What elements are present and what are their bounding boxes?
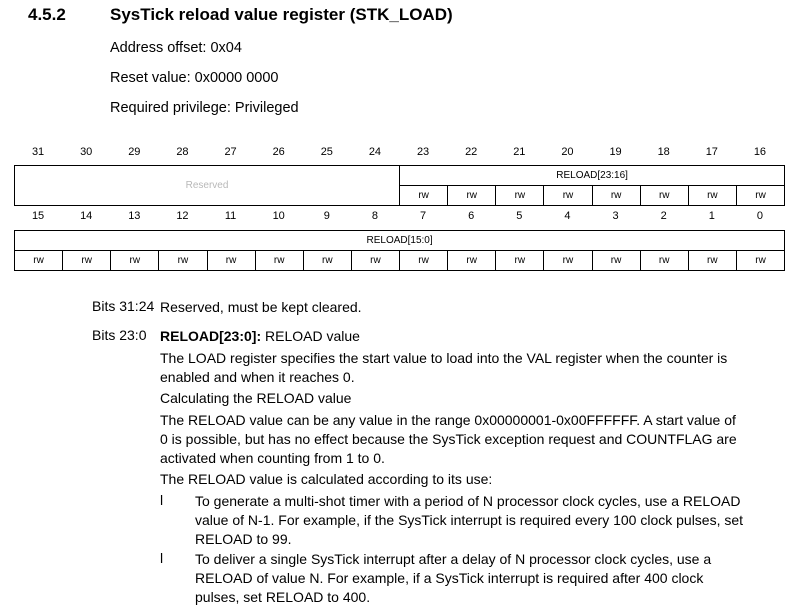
bit-number-bit-23: 23 (416, 146, 430, 158)
bit-number-bit-14: 14 (80, 210, 93, 222)
register-low-table (14, 230, 785, 271)
bit-numbers-low (14, 210, 784, 230)
access-cell: rw (400, 186, 448, 206)
bit-numbers-high (14, 146, 784, 166)
access-cell: rw (159, 251, 207, 271)
bit-number-bit-5: 5 (516, 210, 523, 222)
address-offset: Address offset: 0x04 (110, 40, 242, 56)
reload-low-field: RELOAD[15:0] (15, 231, 785, 251)
bit-number-bit-20: 20 (561, 146, 574, 158)
bit-number-bit-25: 25 (320, 146, 333, 158)
access-cell: rw (736, 251, 784, 271)
access-cell: rw (592, 186, 640, 206)
access-cell: rw (448, 251, 496, 271)
access-cell: rw (303, 251, 351, 271)
reload-paragraph-1: The LOAD register specifies the start value to load into the VAL register when the counter is enabled and when it reaches 0. (160, 350, 728, 385)
bit-number-bit-9: 9 (323, 210, 330, 222)
access-cell: rw (448, 186, 496, 206)
reload-paragraph-2: Calculating the RELOAD value (160, 390, 352, 406)
bullet-item-2: To deliver a single SysTick interrupt after a delay of N processor clock cycles, use a RELOAD of value N. For example, if a SysTick interrupt is required after 400 clock pulses, set RELOAD to 400. (195, 551, 712, 605)
bit-number-bit-10: 10 (272, 210, 285, 222)
access-cell: rw (688, 186, 736, 206)
bit-number-bit-22: 22 (465, 146, 478, 158)
access-cell: rw (736, 186, 784, 206)
access-cell: rw (111, 251, 159, 271)
bit-number-bit-18: 18 (657, 146, 670, 158)
bit-number-bit-6: 6 (468, 210, 475, 222)
access-cell: rw (63, 251, 111, 271)
bit-number-bit-30: 30 (80, 146, 93, 158)
bit-number-bit-3: 3 (612, 210, 619, 222)
section-number: 4.5.2 (28, 5, 66, 24)
bit-number-bit-13: 13 (128, 210, 141, 222)
bullet-marker-1: l (160, 492, 164, 508)
bullet-marker-2: l (160, 550, 164, 566)
bit-number-bit-2: 2 (660, 210, 667, 222)
reserved-field: Reserved (15, 166, 400, 206)
bit-number-bit-16: 16 (753, 146, 767, 158)
section-title: SysTick reload value register (STK_LOAD) (110, 5, 453, 24)
bit-number-bit-21: 21 (513, 146, 526, 158)
reset-value: Reset value: 0x0000 0000 (110, 70, 279, 86)
bit-number-bit-17: 17 (705, 146, 718, 158)
access-cell: rw (255, 251, 303, 271)
reload-high-field: RELOAD[23:16] (400, 166, 785, 186)
access-cell: rw (640, 186, 688, 206)
bit-number-bit-11: 11 (224, 210, 237, 222)
bit-number-bit-8: 8 (371, 210, 378, 222)
reload-field-name: RELOAD[23:0]: (160, 328, 262, 344)
bit-number-bit-12: 12 (176, 210, 189, 222)
bit-number-bit-7: 7 (420, 210, 427, 222)
reload-field-heading (160, 327, 360, 346)
bit-number-bit-1: 1 (708, 210, 715, 222)
bit-number-bit-29: 29 (128, 146, 141, 158)
bit-number-bit-24: 24 (368, 146, 382, 158)
reload-paragraph-3: The RELOAD value can be any value in the range 0x00000001-0x00FFFFFF. A start value of 0 is possible, but has no effect because the SysTick exception request and COUNTFLAG are activated when counting from 1 to 0. (160, 412, 737, 466)
register-high-table (14, 165, 785, 206)
bit-number-bit-26: 26 (272, 146, 285, 158)
bit-number-bit-27: 27 (224, 146, 237, 158)
bit-number-bit-28: 28 (176, 146, 189, 158)
bit-number-bit-4: 4 (564, 210, 571, 222)
bit-number-bit-0: 0 (756, 210, 763, 222)
access-cell: rw (592, 251, 640, 271)
access-cell: rw (351, 251, 399, 271)
bullet-item-1: To generate a multi-shot timer with a period of N processor clock cycles, use a RELOAD value of N-1. For example, if the SysTick interrupt is required every 100 clock pulses, set RELOAD to 99. (195, 493, 744, 547)
access-cell: rw (207, 251, 255, 271)
access-cell: rw (688, 251, 736, 271)
bit-number-bit-19: 19 (609, 146, 622, 158)
bit-number-bit-31: 31 (31, 146, 45, 158)
access-cell: rw (544, 186, 592, 206)
access-cell: rw (544, 251, 592, 271)
reload-field-desc: RELOAD value (261, 328, 360, 344)
access-cell: rw (400, 251, 448, 271)
reserved-bits-label: Bits 31:24 (92, 298, 155, 314)
reload-paragraph-4: The RELOAD value is calculated according to its use: (160, 471, 493, 487)
bit-number-bit-15: 15 (31, 210, 45, 222)
access-cell: rw (15, 251, 63, 271)
required-privilege: Required privilege: Privileged (110, 100, 299, 116)
access-cell: rw (496, 186, 544, 206)
access-cell: rw (640, 251, 688, 271)
access-cell: rw (496, 251, 544, 271)
reload-bits-label: Bits 23:0 (92, 327, 147, 343)
reserved-bits-text: Reserved, must be kept cleared. (160, 299, 362, 315)
